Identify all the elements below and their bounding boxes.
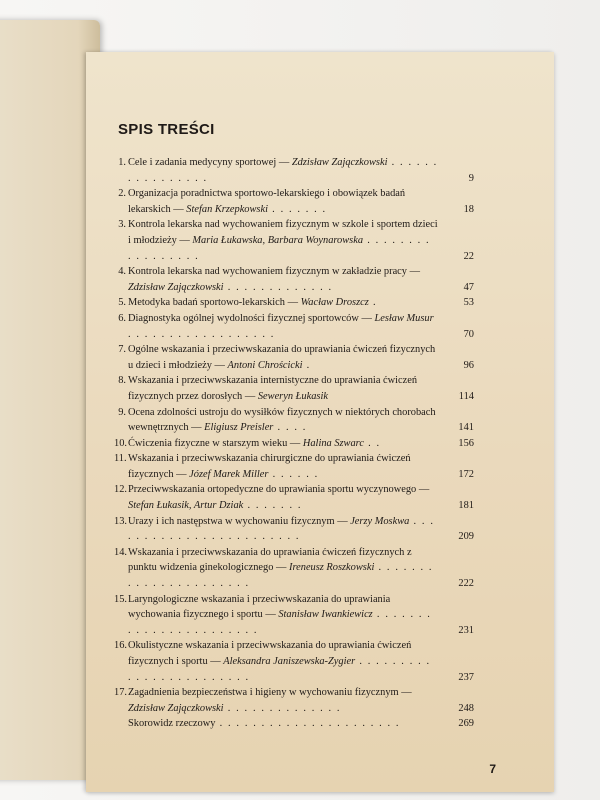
toc-entry-leader: . . . . . . . . . . . . . <box>223 281 333 293</box>
toc-entry-body <box>128 405 438 436</box>
toc-entry <box>114 264 474 295</box>
toc-entry-leader: . . . . <box>273 422 307 434</box>
toc-entry <box>114 217 474 264</box>
toc-entry-page: 248 <box>458 702 474 714</box>
toc-entry-title: Kontrola lekarska nad wychowaniem fizycznym w zakładzie pracy — <box>128 266 420 278</box>
toc-entry-author: Stefan Krzepkowski <box>186 203 268 215</box>
toc-entry-author: Józef Marek Miller <box>189 468 269 480</box>
toc-entry-author: Zdzisław Zajączkowski <box>128 281 224 293</box>
toc-entry-author: Antoni Chrościcki <box>227 359 303 371</box>
toc-entry-title: Przeciwwskazania ortopedyczne do uprawiania sportu wyczynowego — <box>128 484 430 496</box>
toc-entry-author: Seweryn Łukasik <box>257 390 328 402</box>
toc-entry-page: 9 <box>468 172 474 184</box>
toc-entry-author: Jerzy Moskwa <box>350 515 410 527</box>
toc-entry-body <box>128 155 438 186</box>
toc-entry-body <box>128 373 438 404</box>
toc-entry-author: Lesław Musur <box>374 312 434 324</box>
toc-entry-author: Wacław Droszcz <box>300 297 369 309</box>
toc-entry-number: 7. <box>118 344 126 356</box>
toc-entry-leader: . <box>302 359 311 371</box>
toc-entry-page: 70 <box>463 328 474 340</box>
toc-entry-leader: . . <box>363 437 381 449</box>
toc-entry-body <box>128 436 438 452</box>
toc-entry-page: 269 <box>458 718 474 730</box>
toc-entry-author: Maria Łukawska, Barbara Woynarowska <box>192 234 364 246</box>
table-of-contents <box>114 155 474 732</box>
toc-entry-number: 13. <box>114 515 127 527</box>
toc-entry-body <box>128 217 438 264</box>
toc-entry-leader: . . . . . . . . . . . . . . . . . <box>128 234 431 262</box>
toc-entry-author: Eligiusz Preisler <box>204 422 274 434</box>
toc-entry-title: Zagadnienia bezpieczeństwa i higieny w wychowaniu fizycznym — <box>128 687 412 699</box>
toc-entry-page: 237 <box>458 671 474 683</box>
toc-entry <box>114 186 474 217</box>
toc-entry-leader: . . . . . . . . . . . . . . . . . . . . . . <box>128 562 434 590</box>
toc-entry-number: 11. <box>114 453 127 465</box>
toc-entry-author: Stefan Łukasik, Artur Dziak <box>128 500 244 512</box>
toc-entry <box>114 716 474 732</box>
toc-entry-page: 222 <box>458 578 474 590</box>
toc-entry-body <box>128 592 438 639</box>
toc-entry-leader: . . . . . . . . . . . . . . . . . . . . . . . . <box>128 656 431 683</box>
toc-entry <box>114 311 474 342</box>
toc-entry-title: Kontrola lekarska nad wychowaniem fizycznym w szkole i sportem dzieci i młodzieży — <box>128 219 438 246</box>
toc-entry-title: Metodyka badań sportowo-lekarskich — <box>128 297 301 309</box>
toc-entry-body <box>128 295 438 311</box>
toc-entry-number: 10. <box>114 437 127 449</box>
toc-entry-title: Wskazania i przeciwwskazania internistyczne do uprawiania ćwiczeń fizycznych przez dorosłych — <box>128 375 418 402</box>
toc-entry <box>114 436 474 452</box>
toc-entry-page: 96 <box>463 359 474 371</box>
toc-entry-title: Wskazania i przeciwwskazania do uprawiania ćwiczeń fizycznych z punktu widzenia ginekologicznego — <box>128 546 412 574</box>
toc-entry-title: Ogólne wskazania i przeciwwskazania do uprawiania ćwiczeń fizycznych u dzieci i młodzieży — <box>128 344 436 371</box>
toc-entry <box>114 685 474 716</box>
toc-entry-leader: . . . . . . . . . . . . . . . . . . <box>128 328 275 340</box>
toc-entry <box>114 482 474 513</box>
toc-entry-body <box>128 186 438 217</box>
toc-entry-page: 114 <box>458 390 474 402</box>
toc-entry <box>114 451 474 482</box>
toc-entry <box>114 373 474 404</box>
toc-entry-body <box>128 451 438 482</box>
toc-entry-title: Wskazania i przeciwwskazania chirurgiczne do uprawiania ćwiczeń fizycznych — <box>128 453 411 480</box>
toc-entry-number: 15. <box>114 593 127 605</box>
toc-entry-author: Halina Szwarc <box>302 437 364 449</box>
toc-entry-number: 8. <box>118 375 126 387</box>
page-title: SPIS TREŚCI <box>118 121 215 138</box>
toc-entry-leader: . . . . . . <box>268 468 319 480</box>
toc-entry-page: 156 <box>458 437 474 449</box>
toc-entry-body <box>128 685 438 716</box>
toc-entry <box>114 155 474 186</box>
toc-entry-page: 53 <box>463 297 474 309</box>
toc-entry <box>114 592 474 639</box>
toc-entry-body <box>128 311 438 342</box>
toc-entry-page: 209 <box>458 531 474 543</box>
toc-entry-number: 2. <box>118 188 126 200</box>
facing-page-edge <box>0 20 100 780</box>
toc-entry-number: 4. <box>118 266 126 278</box>
toc-entry <box>114 514 474 545</box>
toc-entry-author: Ireneusz Roszkowski <box>289 562 375 574</box>
toc-entry-title: Organizacja poradnictwa sportowo-lekarskiego i obowiązek badań lekarskich — <box>128 188 406 215</box>
toc-entry-body <box>128 545 438 592</box>
toc-entry-number: 16. <box>114 640 127 652</box>
book-page <box>86 52 554 792</box>
toc-entry-number: 3. <box>118 219 126 231</box>
toc-entry-leader: . . . . . . . <box>267 203 327 215</box>
toc-entry-number: 6. <box>118 312 126 324</box>
toc-entry-page: 22 <box>463 250 474 262</box>
toc-entry-title: Ćwiczenia fizyczne w starszym wieku — <box>128 437 303 449</box>
toc-entry-body <box>128 514 438 545</box>
toc-entry-leader: . . . . . . . . . . . . . . . . . . . . . . . . <box>128 515 435 543</box>
toc-entry-body <box>128 482 438 513</box>
toc-entry-number: 9. <box>118 406 126 418</box>
toc-entry-body <box>128 716 438 732</box>
toc-entry-page: 172 <box>458 468 474 480</box>
toc-entry-title: Urazy i ich następstwa w wychowaniu fizycznym — <box>128 515 351 527</box>
toc-entry-author: Zdzisław Zajączkowski <box>128 702 224 714</box>
toc-entry-author: Stanisław Iwankiewicz <box>278 609 373 621</box>
toc-entry-number: 12. <box>114 484 127 496</box>
toc-entry-page: 18 <box>463 203 474 215</box>
toc-entry-number: 14. <box>114 546 127 558</box>
toc-entry <box>114 638 474 685</box>
toc-entry <box>114 295 474 311</box>
toc-entry-leader: . . . . . . . . . . . . . . . . . . . . . . . <box>128 609 432 636</box>
toc-entry-title: Okulistyczne wskazania i przeciwwskazania do uprawiania ćwiczeń fizycznych i sportu — <box>128 640 412 667</box>
toc-entry-page: 181 <box>458 500 474 512</box>
toc-entry-leader: . . . . . . . . . . . . . . <box>223 702 342 714</box>
toc-entry-leader: . . . . . . . . . . . . . . . . . . . . . . <box>215 718 401 730</box>
toc-entry-title: Laryngologiczne wskazania i przeciwwskazania do uprawiania wychowania fizycznego i sportu — <box>128 593 391 621</box>
toc-entry-leader: . . . . . . . <box>243 500 303 512</box>
toc-entry-title: Cele i zadania medycyny sportowej — <box>128 157 292 168</box>
toc-entry-title: Skorowidz rzeczowy <box>128 718 216 730</box>
toc-entry-author: Aleksandra Janiszewska-Zygier <box>223 656 356 667</box>
toc-entry-body <box>128 638 438 685</box>
page-number: 7 <box>489 762 496 776</box>
toc-entry-page: 47 <box>463 281 474 293</box>
toc-entry <box>114 405 474 436</box>
toc-entry-page: 141 <box>458 422 474 434</box>
toc-entry <box>114 342 474 373</box>
toc-entry-title: Ocena zdolności ustroju do wysiłków fizycznych w niektórych chorobach wewnętrznych — <box>128 406 436 434</box>
toc-entry <box>114 545 474 592</box>
toc-entry-leader: . <box>368 297 378 309</box>
toc-entry-leader: . . . . . . . . . . . . . . . . <box>128 157 438 184</box>
toc-entry-author: Zdzisław Zajączkowski <box>291 157 388 168</box>
toc-entry-body <box>128 342 438 373</box>
toc-entry-number: 5. <box>118 297 126 309</box>
toc-entry-body <box>128 264 438 295</box>
toc-entry-page: 231 <box>458 624 474 636</box>
toc-entry-number: 17. <box>114 687 127 699</box>
toc-entry-number: 1. <box>118 157 126 168</box>
toc-entry-title: Diagnostyka ogólnej wydolności fizycznej sportowców — <box>128 312 375 324</box>
